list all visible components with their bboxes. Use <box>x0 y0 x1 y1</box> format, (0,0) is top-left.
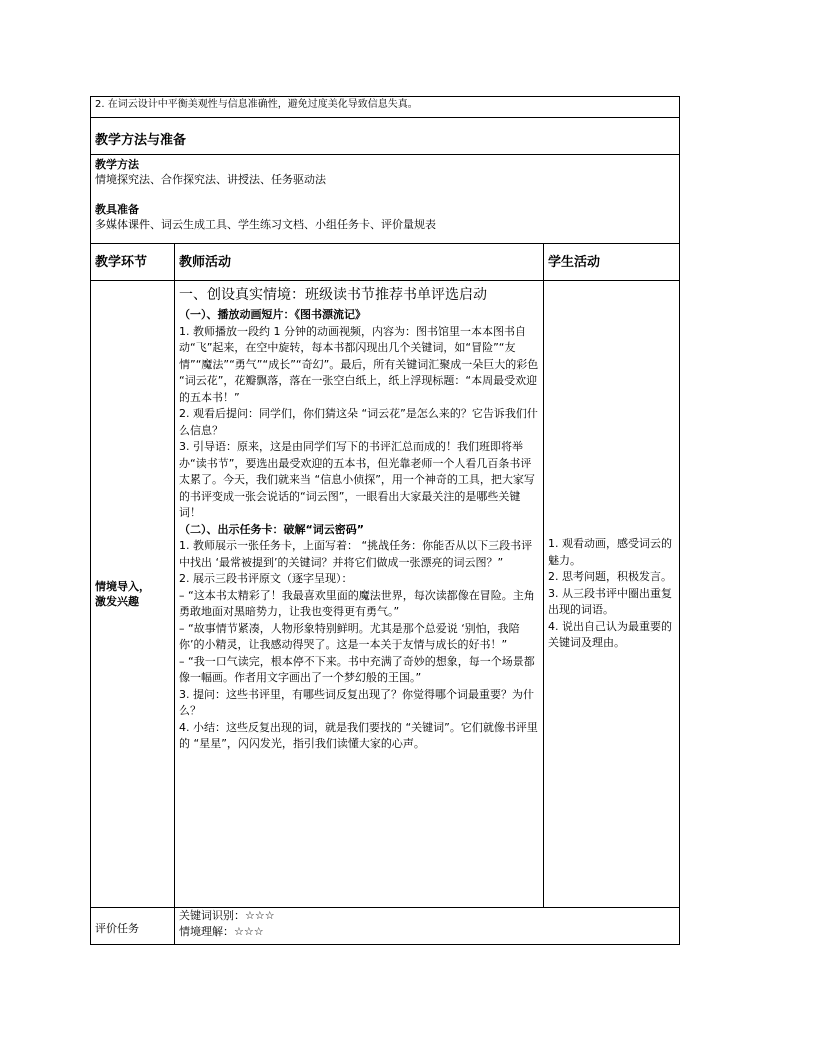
student-activity-3: 3. 从三段书评中圈出重复出现的词语。 <box>548 586 672 617</box>
stage-row <box>91 281 680 908</box>
tools-text: 多媒体课件、词云生成工具、学生练习文档、小组任务卡、评价量规表 <box>95 218 436 231</box>
header-row <box>91 244 680 281</box>
methods-heading-row <box>91 118 680 155</box>
part2-p2: 2. 展示三段书评原文（逐字呈现）： <box>179 572 353 585</box>
part2-p3: 3. 提问：这些书评里，有哪些词反复出现了？你觉得哪个词最重要？为什么？ <box>179 687 534 717</box>
student-activity-4: 4. 说出自己认为最重要的关键词及理由。 <box>548 619 672 650</box>
part1-p3: 3. 引导语：原来，这是由同学们写下的书评汇总而成的！我们班即将举办“读书节”，要选出最受欢迎的五本书，但光靠老师一个人看几百条书评太累了。今天，我们就来当 “信息小侦探”，用一个神奇的工具，把大家写的书评变成一张会说话的“词云图”，一眼看出大家最关注的是哪些关键词！ <box>179 440 535 519</box>
method-label: 教学方法 <box>95 158 139 171</box>
student-activity-2: 2. 思考问题，积极发言。 <box>548 570 672 584</box>
evaluation-label: 评价任务 <box>95 921 139 935</box>
evaluation-row <box>91 908 680 945</box>
evaluation-line-1: 关键词识别：☆☆☆ <box>179 909 275 922</box>
top-note-row <box>91 97 680 118</box>
part2-p1: 1. 教师展示一张任务卡，上面写着： “挑战任务：你能否从以下三段书评中找出 ‘最常被提到’的关键词？并将它们做成一张漂亮的词云图？” <box>179 539 533 569</box>
tools-label: 教具准备 <box>95 203 139 216</box>
methods-body-row <box>91 155 680 244</box>
lesson-plan-table <box>90 96 680 945</box>
part2-p4: 4. 小结：这些反复出现的词，就是我们要找的 “关键词”。它们就像书评里的 “星星”，闪闪发光，指引我们读懂大家的心声。 <box>179 720 538 750</box>
stage-title: 一、创设真实情境：班级读书节推荐书单评选启动 <box>179 287 487 303</box>
evaluation-line-2: 情境理解：☆☆☆ <box>179 925 264 938</box>
header-stage: 教学环节 <box>95 255 148 270</box>
header-student: 学生活动 <box>548 255 601 270</box>
review-quote-2: – “故事情节紧凑，人物形象特别鲜明。尤其是那个总爱说 ‘别怕，我陪你’的小精灵，让我感动得哭了。这是一本关于友情与成长的好书！” <box>179 621 520 651</box>
review-quote-3: – “我一口气读完，根本停不下来。书中充满了奇妙的想象，每一个场景都像一幅画。作者用文字画出了一个梦幻般的王国。” <box>179 654 535 684</box>
part2-title: （二）、出示任务卡：破解“词云密码” <box>179 522 364 536</box>
stage-label-2: 激发兴趣 <box>95 595 139 608</box>
part1-p1: 1. 教师播放一段约 1 分钟的动画视频，内容为：图书馆里一本本图书自动“飞”起来，在空中旋转，每本书都闪现出几个关键词，如“冒险”“友情”“魔法”“勇气”“成长”“奇幻”。最后，所有关键词汇聚成一朵巨大的彩色 “词云花”，花瓣飘落，落在一张空白纸上，纸上浮现标题：“本周最受欢迎的五本书！” <box>179 324 539 404</box>
methods-heading: 教学方法与准备 <box>95 133 187 148</box>
part1-p2: 2. 观看后提问：同学们，你们猜这朵 “词云花”是怎么来的？它告诉我们什么信息？ <box>179 407 538 437</box>
top-note: 2. 在词云设计中平衡美观性与信息准确性，避免过度美化导致信息失真。 <box>91 97 680 118</box>
student-activity-1: 1. 观看动画，感受词云的魅力。 <box>548 537 672 567</box>
header-teacher: 教师活动 <box>179 255 232 270</box>
review-quote-1: – “这本书太精彩了！我最喜欢里面的魔法世界，每次读都像在冒险。主角勇敢地面对黑暗势力，让我也变得更有勇气。” <box>179 588 535 618</box>
stage-label-1: 情境导入， <box>95 580 150 593</box>
method-text: 情境探究法、合作探究法、讲授法、任务驱动法 <box>95 173 326 186</box>
part1-title: （一）、播放动画短片：《图书漂流记》 <box>179 308 366 321</box>
